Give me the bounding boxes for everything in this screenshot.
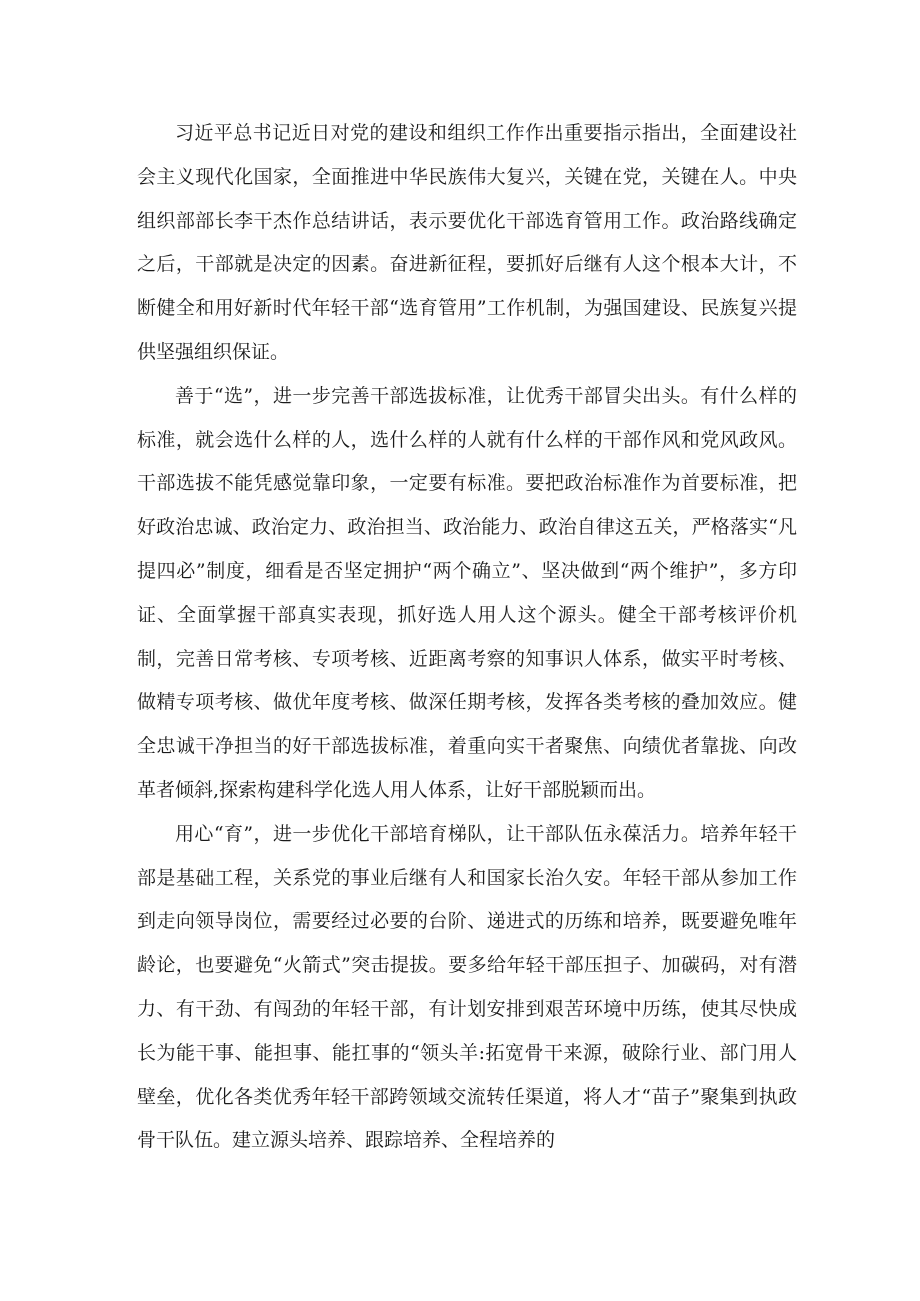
paragraph-select: 善于“选”，进一步完善干部选拔标准，让优秀干部冒尖出头。有什么样的标准，就会选什么样的人，选什么样的人就有什么样的干部作风和党风政风。干部选拔不能凭感觉靠印象，一定要有标准。要把政治标准作为首要标准，把好政治忠诚、政治定力、政治担当、政治能力、政治自律这五关，严格落实“凡提四必”制度，细看是否坚定拥护“两个确立”、坚决做到“两个维护”，多方印证、全面掌握干部真实表现，抓好选人用人这个源头。健全干部考核评价机制，完善日常考核、专项考核、近距离考察的知事识人体系，做实平时考核、做精专项考核、做优年度考核、做深任期考核，发挥各类考核的叠加效应。健全忠诚干净担当的好干部选拔标准，着重向实干者聚焦、向绩优者靠拢、向改革者倾斜,探索构建科学化选人用人体系，让好干部脱颖而出。 (137, 384, 797, 801)
document-body (137, 112, 797, 1163)
paragraph-cultivate: 用心“育”，进一步优化干部培育梯队，让干部队伍永葆活力。培养年轻干部是基础工程，关系党的事业后继有人和国家长治久安。年轻干部从参加工作到走向领导岗位，需要经过必要的台阶、递进式的历练和培养，既要避免唯年龄论，也要避免“火箭式”突击提拔。要多给年轻干部压担子、加碳码，对有潜力、有干劲、有闯劲的年轻干部，有计划安排到艰苦环境中历练，使其尽快成长为能干事、能担事、能扛事的“领头羊:拓宽骨干来源，破除行业、部门用人壁垒，优化各类优秀年轻干部跨领域交流转任渠道，将人才“苗子”聚集到执政骨干队伍。建立源头培养、跟踪培养、全程培养的 (137, 822, 797, 1152)
paragraph-intro: 习近平总书记近日对党的建设和组织工作作出重要指示指出，全面建设社会主义现代化国家，全面推进中华民族伟大复兴，关键在党，关键在人。中央组织部部长李干杰作总结讲话，表示要优化干部选育管用工作。政治路线确定之后，干部就是决定的因素。奋进新征程，要抓好后继有人这个根本大计，不断健全和用好新时代年轻干部“选育管用”工作机制，为强国建设、民族复兴提供坚强组织保证。 (137, 122, 797, 363)
